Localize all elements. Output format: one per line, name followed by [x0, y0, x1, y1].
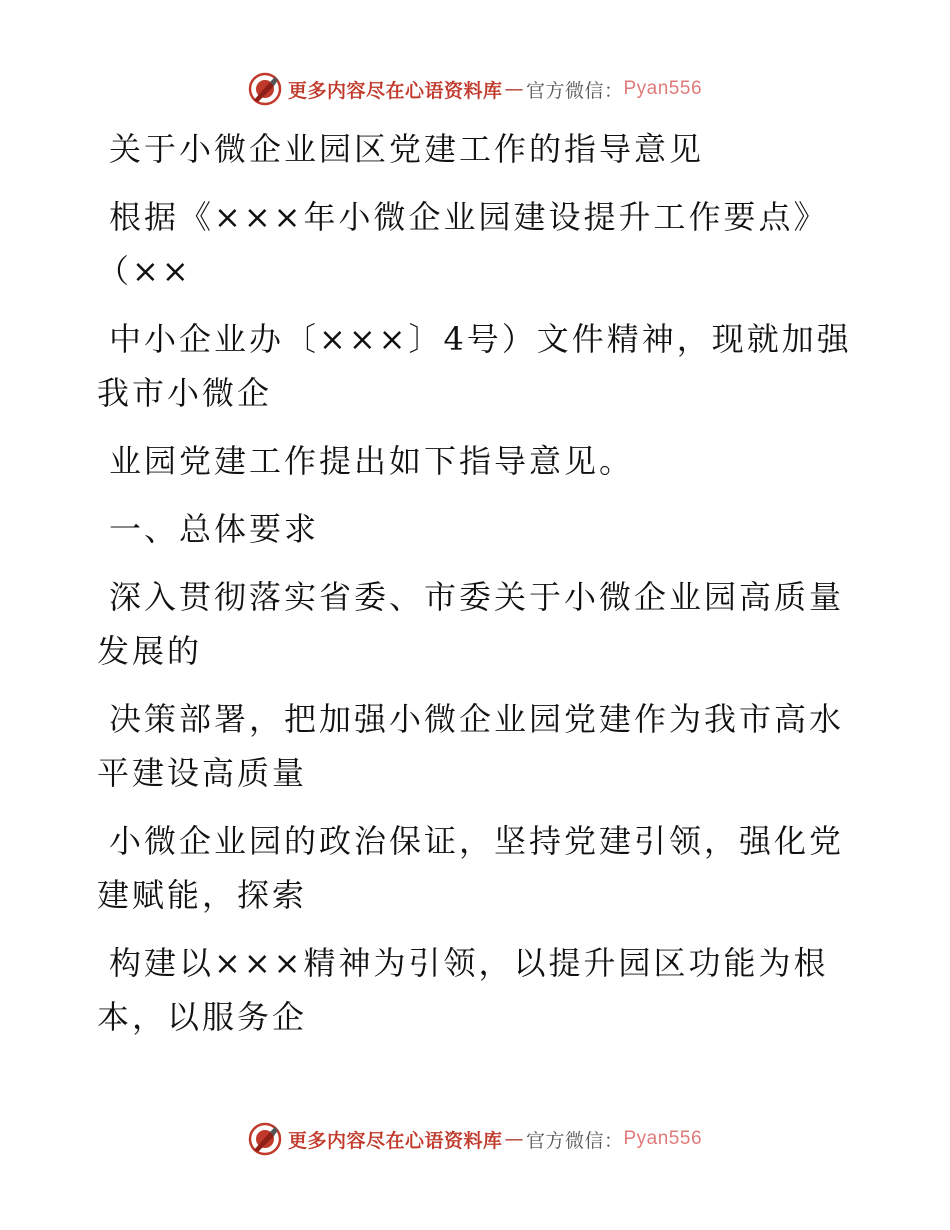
watermark-text [288, 76, 702, 103]
watermark-label: 官方微信： [525, 1129, 624, 1152]
paragraph [97, 692, 857, 800]
text-line: 我市小微企 [97, 374, 273, 412]
watermark-brand: 更多内容尽在心语资料库 [287, 79, 503, 102]
paragraph [97, 936, 857, 1044]
pen-logo-icon [248, 72, 282, 106]
text-line: 平建设高质量 [97, 754, 308, 792]
pen-logo-icon [248, 1122, 282, 1156]
paragraph [97, 434, 857, 488]
watermark-id: Pyan556 [623, 78, 703, 99]
paragraph [97, 122, 857, 176]
watermark-dash: — [504, 1128, 524, 1150]
section-heading: 一、总体要求 [109, 510, 320, 548]
footer-watermark [0, 1122, 950, 1156]
text-line: 深入贯彻落实省委、市委关于小微企业园高质量 [109, 578, 845, 616]
watermark-label: 官方微信： [525, 79, 624, 102]
watermark-text [288, 1126, 702, 1153]
header-watermark [0, 72, 950, 106]
watermark-id: Pyan556 [623, 1128, 703, 1149]
text-line: 业园党建工作提出如下指导意见。 [109, 442, 635, 480]
watermark-dash: — [504, 78, 524, 100]
paragraph [97, 312, 857, 420]
document-title: 关于小微企业园区党建工作的指导意见 [109, 130, 705, 168]
text-line: 小微企业园的政治保证，坚持党建引领，强化党 [109, 822, 845, 860]
text-line: 建赋能，探索 [97, 876, 308, 914]
text-line: 发展的 [97, 632, 203, 670]
paragraph [97, 190, 857, 298]
text-line: 构建以×××精神为引领，以提升园区功能为根 [109, 944, 829, 982]
paragraph [97, 570, 857, 678]
text-line: 根据《×××年小微企业园建设提升工作要点》 [109, 198, 829, 236]
paragraph [97, 814, 857, 922]
text-line: （×× [97, 252, 192, 290]
text-line: 决策部署，把加强小微企业园党建作为我市高水 [109, 700, 845, 738]
document-body [97, 122, 857, 1044]
paragraph [97, 502, 857, 556]
watermark-brand: 更多内容尽在心语资料库 [287, 1129, 503, 1152]
text-line: 本，以服务企 [97, 998, 308, 1036]
text-line: 中小企业办〔×××〕4号）文件精神，现就加强 [109, 320, 852, 358]
